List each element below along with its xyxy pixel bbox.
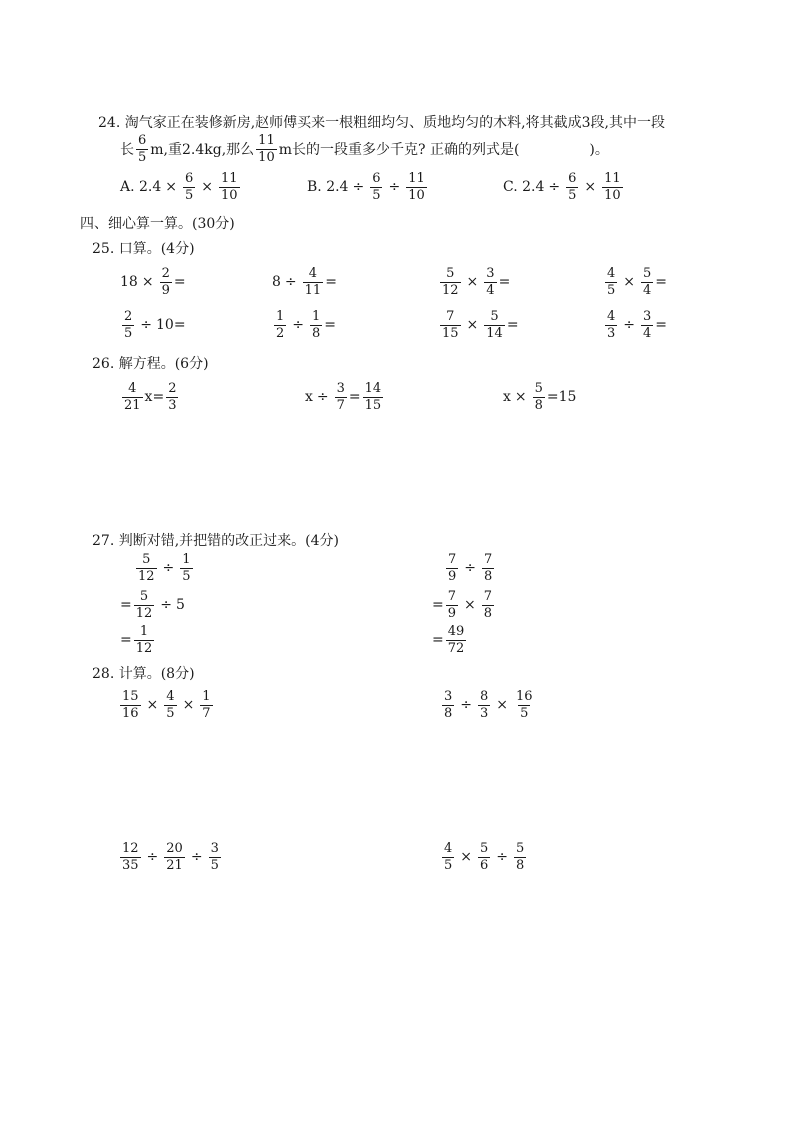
oral-calc-item: [272, 310, 336, 340]
equals: =: [120, 597, 132, 614]
operator: ÷: [623, 317, 636, 334]
operator: ÷: [162, 560, 175, 577]
operator: ×: [182, 697, 195, 714]
fraction: $\frac{1}{2}$: [276, 309, 285, 341]
fraction: $\frac{20}{21}$: [166, 841, 183, 873]
q24-text-mid2: m长的一段重多少千克? 正确的列式是(: [278, 142, 520, 159]
fraction: $\frac{2}{9}$: [161, 266, 170, 298]
equals: =: [498, 274, 511, 291]
q24-text-pre: 长: [120, 142, 134, 159]
oral-calc-item: [438, 267, 510, 297]
equals: =: [655, 274, 668, 291]
fraction: $\frac{6}{5}$: [138, 133, 147, 165]
operator: ×: [165, 179, 178, 196]
fraction: $\frac{15}{16}$: [122, 689, 139, 721]
equals: =: [432, 632, 444, 649]
fraction: $\frac{3}{4}$: [643, 309, 652, 341]
q26-title: 26. 解方程。(6分): [92, 356, 209, 372]
operator: ÷: [146, 849, 159, 866]
fraction: $\frac{1}{7}$: [202, 689, 211, 721]
operand: 10=: [156, 317, 186, 334]
operator: ÷: [316, 389, 329, 406]
q24-line1: [98, 112, 665, 132]
fraction: $\frac{11}{10}$: [258, 133, 275, 165]
fraction: $\frac{5}{12}$: [138, 552, 155, 584]
fraction: $\frac{5}{6}$: [480, 841, 489, 873]
operator: ×: [514, 389, 527, 406]
fraction: $\frac{7}{15}$: [442, 309, 459, 341]
equals: =: [173, 274, 186, 291]
fraction: $\frac{4}{11}$: [304, 266, 322, 298]
fraction: $\frac{3}{8}$: [444, 689, 453, 721]
oral-calc-item: [120, 310, 186, 340]
operator: ×: [464, 597, 476, 614]
fraction: $\frac{11}{10}$: [221, 171, 238, 203]
operator: ÷: [496, 849, 509, 866]
operator: ×: [466, 317, 479, 334]
fraction: $\frac{1}{12}$: [135, 624, 153, 656]
fraction: $\frac{11}{10}$: [408, 171, 425, 203]
q24-text-end: )。: [589, 142, 609, 159]
operand: 5: [176, 597, 185, 614]
operator: ×: [460, 849, 473, 866]
judge-right-line1: [444, 553, 496, 583]
q24-line2: [120, 134, 609, 164]
q27-title: 27. 判断对错,并把错的改正过来。(4分): [92, 533, 339, 549]
equation: [120, 382, 180, 412]
operator: ×: [146, 697, 159, 714]
equals: =: [348, 389, 361, 406]
section-heading: 四、细心算一算。(30分): [80, 216, 235, 232]
fraction: $\frac{5}{8}$: [516, 841, 525, 873]
fraction: $\frac{3}{7}$: [336, 381, 345, 413]
q24-option-a[interactable]: [120, 172, 242, 202]
fraction: $\frac{4}{5}$: [607, 266, 616, 298]
oral-calc-item: [438, 310, 519, 340]
oral-calc-item: [603, 267, 667, 297]
operator: ÷: [284, 274, 297, 291]
fraction: $\frac{1}{5}$: [182, 552, 191, 584]
q24-text-mid1: m,重2.4kg,那么: [150, 142, 255, 159]
judge-left-line3: [120, 625, 156, 655]
option-label: B. 2.4: [307, 179, 349, 196]
q24-option-b[interactable]: [307, 172, 429, 202]
equation: [305, 382, 385, 412]
operator: ÷: [190, 849, 203, 866]
fraction: $\frac{7}{9}$: [447, 589, 457, 621]
operator: ÷: [388, 179, 401, 196]
fraction: $\frac{5}{12}$: [135, 589, 153, 621]
fraction: $\frac{6}{5}$: [372, 171, 381, 203]
calc-problem: [118, 690, 215, 720]
equals: =: [506, 317, 519, 334]
q24-option-c[interactable]: [503, 172, 625, 202]
judge-right-line3: [432, 625, 468, 655]
fraction: $\frac{14}{15}$: [364, 381, 382, 413]
operand: 8: [272, 274, 281, 291]
fraction: $\frac{6}{5}$: [185, 171, 194, 203]
calc-problem: [440, 690, 537, 720]
fraction: $\frac{5}{12}$: [442, 266, 459, 298]
fraction: $\frac{16}{5}$: [516, 689, 533, 721]
equals: =: [432, 597, 444, 614]
operator: ×: [584, 179, 597, 196]
operator: ÷: [160, 597, 173, 614]
operator: ÷: [352, 179, 365, 196]
operator: ÷: [292, 317, 305, 334]
operator: ÷: [464, 560, 477, 577]
equals: =: [325, 274, 337, 291]
operator: ÷: [460, 697, 473, 714]
fraction: $\frac{5}{14}$: [486, 309, 503, 341]
equals: =: [324, 317, 337, 334]
fraction: $\frac{5}{4}$: [643, 266, 652, 298]
q24-number: 24.: [98, 115, 121, 131]
oral-calc-item: [120, 267, 186, 297]
operator: ×: [496, 697, 509, 714]
option-label: C. 2.4: [503, 179, 545, 196]
fraction: $\frac{2}{3}$: [168, 381, 177, 413]
calc-problem: [440, 842, 528, 872]
fraction: $\frac{7}{9}$: [448, 552, 457, 584]
judge-right-line2: [432, 590, 496, 620]
calc-problem: [118, 842, 223, 872]
equation: [503, 382, 576, 412]
fraction: $\frac{4}{3}$: [607, 309, 616, 341]
fraction: $\frac{49}{72}$: [447, 624, 465, 656]
operand: 18: [120, 274, 138, 291]
fraction: $\frac{5}{8}$: [534, 381, 543, 413]
oral-calc-item: [272, 267, 337, 297]
operator: ×: [201, 179, 214, 196]
operator: ÷: [140, 317, 153, 334]
fraction: $\frac{6}{5}$: [568, 171, 577, 203]
fraction: $\frac{7}{8}$: [484, 552, 493, 584]
operator: ÷: [548, 179, 561, 196]
variable: x=: [144, 389, 165, 406]
fraction: $\frac{1}{8}$: [312, 309, 321, 341]
oral-calc-item: [603, 310, 667, 340]
q28-title: 28. 计算。(8分): [92, 666, 195, 682]
judge-left-line2: [120, 590, 185, 620]
fraction: $\frac{8}{3}$: [480, 689, 489, 721]
fraction: $\frac{3}{4}$: [486, 266, 495, 298]
fraction: $\frac{4}{21}$: [124, 381, 141, 413]
fraction: $\frac{2}{5}$: [124, 309, 133, 341]
judge-left-line1: [134, 553, 195, 583]
option-label: A. 2.4: [120, 179, 162, 196]
variable: x: [305, 389, 313, 406]
variable: x: [503, 389, 511, 406]
equals: =15: [546, 389, 577, 406]
equals: =: [655, 317, 668, 334]
q25-title: 25. 口算。(4分): [92, 241, 195, 257]
fraction: $\frac{11}{10}$: [604, 171, 621, 203]
operator: ×: [623, 274, 636, 291]
equals: =: [120, 632, 132, 649]
fraction: $\frac{4}{5}$: [444, 841, 453, 873]
q24-text: 淘气家正在装修新房,赵师傅买来一根粗细均匀、质地均匀的木料,将其截成3段,其中一段: [124, 115, 665, 131]
operator: ×: [141, 274, 154, 291]
operator: ×: [466, 274, 479, 291]
fraction: $\frac{7}{8}$: [483, 589, 493, 621]
fraction: $\frac{3}{5}$: [210, 841, 219, 873]
fraction: $\frac{4}{5}$: [166, 689, 175, 721]
fraction: $\frac{12}{35}$: [122, 841, 139, 873]
